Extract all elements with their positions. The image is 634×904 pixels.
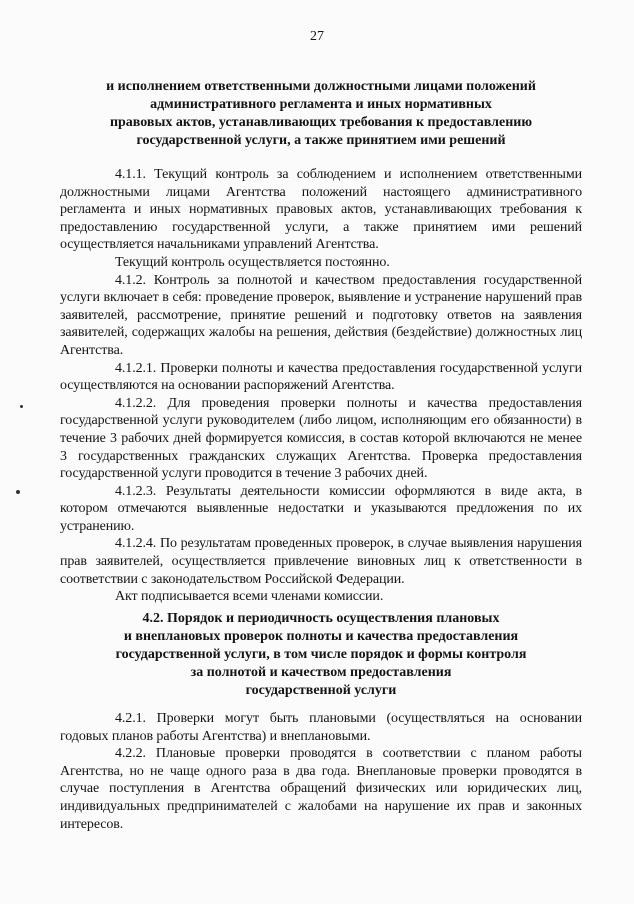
heading-line: государственной услуги [245, 683, 397, 698]
scan-mark [16, 490, 20, 494]
paragraph-4-1-2-1: 4.1.2.1. Проверки полноты и качества предоставления государственной услуги осуществляются на основании распоряжений Агентства. [60, 360, 582, 394]
heading-line: и внеплановых проверок полноты и качества предоставления [123, 629, 519, 644]
paragraph-current-control: Текущий контроль осуществляется постоянно. [115, 254, 390, 270]
paragraph-4-1-1: 4.1.1. Текущий контроль за соблюдением и исполнением ответственными должностными лицами Агентства положений настоящего административного регламента и иных нормативных правовых актов, устанавливающих требования к предоставлению государственной услуги, а также принятием ими решений осуществляется начальниками управлений Агентства. [60, 167, 582, 253]
heading-line: правовых актов, устанавливающих требования к предоставлению [109, 115, 533, 130]
paragraph-4-1-2-2: 4.1.2.2. Для проведения проверки полноты и качества предоставления государственной услуги руководителем (либо лицом, исполняющим его обязанности) в течение 3 рабочих дней формируется комиссия, в состав которой включаются не менее 3 государственных гражданских служащих Агентства. Проверка предоставления государственной услуги проводится в течение 3 рабочих дней. [60, 395, 582, 482]
paragraph-4-2-2: 4.2.2. Плановые проверки проводятся в соответствии с планом работы Агентства, но не чаще одного раза в два года. Внеплановые проверки проводятся в случае поступления в Агентства обращений физических или юридических лиц, индивидуальных предпринимателей с жалобами на нарушение их прав и законных интересов. [60, 746, 582, 832]
paragraph-4-1-2: 4.1.2. Контроль за полнотой и качеством предоставления государственной услуги включает в себя: проведение проверок, выявление и устранение нарушений прав заявителей, рассмотрение, принятие решений и подготовку ответов на заявления заявителей, содержащих жалобы на решения, действия (бездействие) должностных лиц Агентства. [60, 272, 582, 358]
section-heading-4-2 [60, 610, 582, 700]
section-4-2-body [60, 710, 582, 833]
paragraph-4-2-1: 4.2.1. Проверки могут быть плановыми (осуществляться на основании годовых планов работы Агентства) и внеплановыми. [60, 711, 582, 744]
paragraph-4-1-2-4: 4.1.2.4. По результатам проведенных проверок, в случае выявления нарушения прав заявителей, осуществляется привлечение виновных лиц к ответственности в соответствии с законодательством Российской Федерации. [60, 536, 582, 587]
heading-line: за полнотой и качеством предоставления [190, 665, 452, 680]
page-number: 27 [310, 29, 324, 44]
scan-mark [20, 405, 23, 408]
paragraph-4-1-2-3: 4.1.2.3. Результаты деятельности комиссии оформляются в виде акта, в котором отмечаются выявленные недостатки и указываются предложения по их устранению. [60, 483, 582, 534]
heading-line: административного регламента и иных нормативных [150, 97, 492, 112]
section-4-1-body [60, 166, 582, 606]
heading-line: и исполнением ответственными должностными лицами положений [106, 79, 536, 94]
paragraph-act-signed: Акт подписывается всеми членами комиссии. [115, 589, 384, 605]
section-heading-4-1 [60, 78, 582, 150]
heading-line: государственной услуги, в том числе порядок и формы контроля [115, 647, 527, 662]
heading-line: государственной услуги, а также принятием ими решений [136, 133, 506, 148]
heading-line: 4.2. Порядок и периодичность осуществления плановых [142, 611, 500, 626]
